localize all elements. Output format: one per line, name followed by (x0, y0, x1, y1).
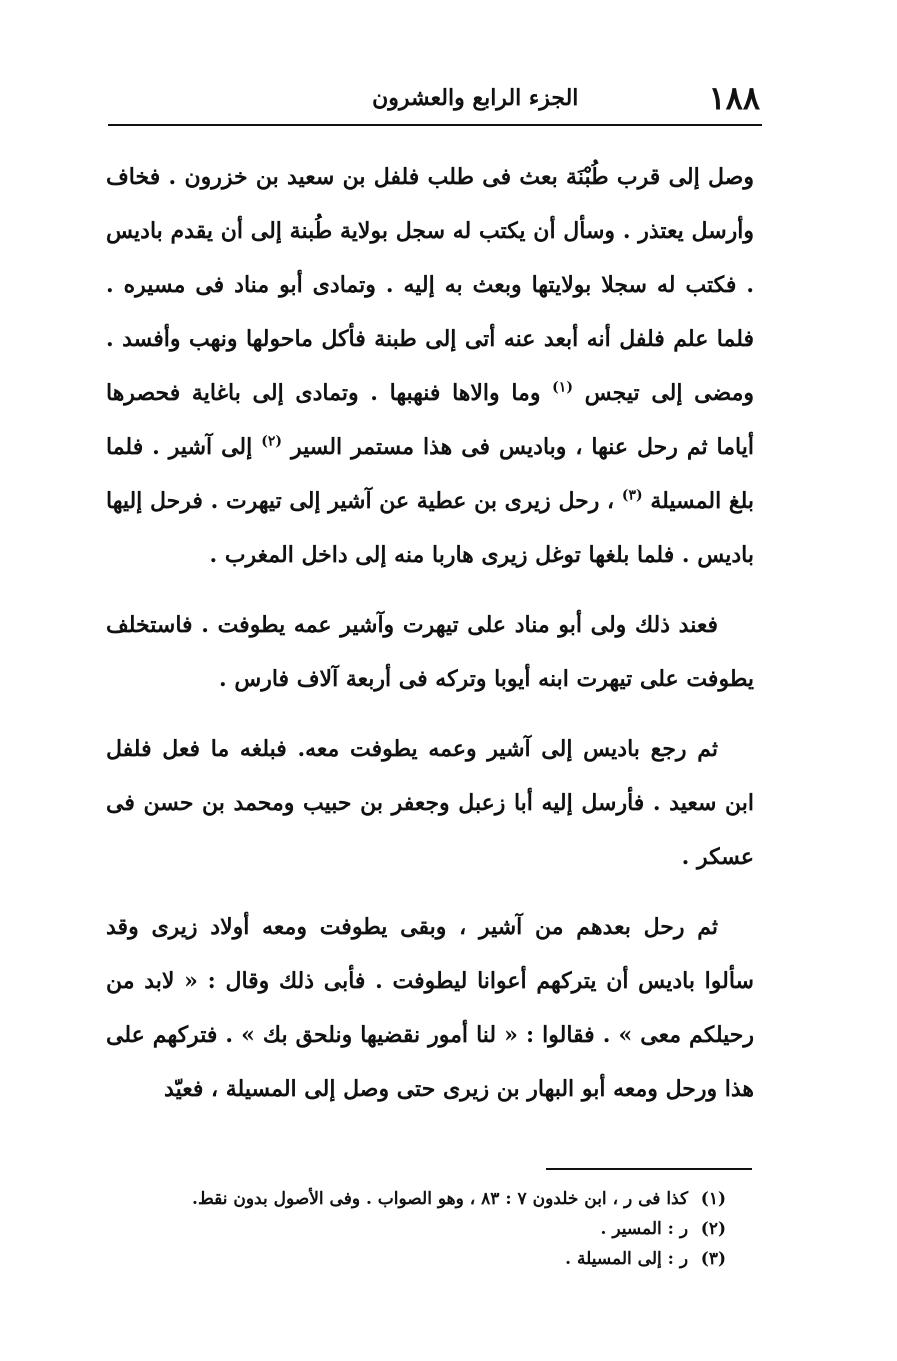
footnote-number: (٢) (700, 1219, 726, 1239)
page-header (108, 76, 760, 120)
paragraph-segment: وما والاها فنهبها . وتمادى إلى باغاية فحصرها أياما ثم رحل عنها ، وباديس فى هذا مستمر السير (106, 380, 754, 460)
paragraph-2: فعند ذلك ولى أبو مناد على تيهرت وآشير عمه يطوفت . فاستخلف يطوفت على تيهرت ابنه أيوبا وتركه فى أربعة آلاف فارس . (106, 612, 754, 692)
running-title: الجزء الرابع والعشرون (372, 85, 579, 111)
footnote-1 (106, 1184, 726, 1214)
paragraph-4: ثم رحل بعدهم من آشير ، وبقى يطوفت ومعه أولاد زيرى وقد سألوا باديس أن يتركهم أعوانا ليطوفت . فأبى ذلك وقال : « لابد من رحيلكم معى » . فقالوا : « لنا أمور نقضيها ونلحق بك » . فتركهم على هذا ورحل ومعه أبو البهار بن زيرى حتى وصل إلى المسيلة ، فعيّد (106, 914, 754, 1102)
main-text (106, 150, 754, 1132)
footnote-3 (106, 1244, 726, 1274)
paragraph-segment: وصل إلى قرب طُبْنَة بعث فى طلب فلفل بن سعيد بن خزرون . فخاف وأرسل يعتذر . وسأل أن يكتب له سجل بولاية طُبنة إلى أن يقدم باديس . فكتب له سجلا بولايتها وبعث به إليه . وتمادى أبو مناد فى مسيره . فلما علم فلفل أنه أبعد عنه أتى إلى طبنة فأكل ماحولها ونهب وأفسد . ومضى إلى تيجس (106, 164, 754, 406)
footnotes (106, 1184, 726, 1274)
footnote-text: ر : إلى المسيلة . (565, 1249, 689, 1269)
footnote-rule (546, 1168, 752, 1170)
footnote-2 (106, 1214, 726, 1244)
footnote-ref-3: (٣) (621, 487, 643, 504)
page-number: ١٨٨ (708, 79, 760, 117)
paragraph-3: ثم رجع باديس إلى آشير وعمه يطوفت معه. فبلغه ما فعل فلفل ابن سعيد . فأرسل إليه أبا زعبل وجعفر بن حبيب ومحمد بن حسن فى عسكر . (106, 736, 754, 870)
paragraph-segment: ، رحل زيرى بن عطية عن آشير إلى تيهرت . فرحل إليها باديس . فلما بلغها توغل زيرى هاربا منه إلى داخل المغرب . (106, 488, 754, 568)
footnote-text: ر : المسير . (600, 1219, 689, 1239)
footnote-ref-2: (٢) (261, 433, 282, 450)
paragraph-segment: إلى آشير . فلما بلغ المسيلة (106, 434, 754, 514)
footnote-number: (٣) (700, 1249, 726, 1269)
footnote-number: (١) (700, 1189, 726, 1209)
footnote-text: كذا فى ر ، ابن خلدون ٧ : ٨٣ ، وهو الصواب . وفى الأصول بدون نقط. (192, 1189, 689, 1209)
header-rule (108, 124, 762, 126)
footnote-ref-1: (١) (552, 379, 573, 396)
paragraph-1 (106, 150, 754, 582)
